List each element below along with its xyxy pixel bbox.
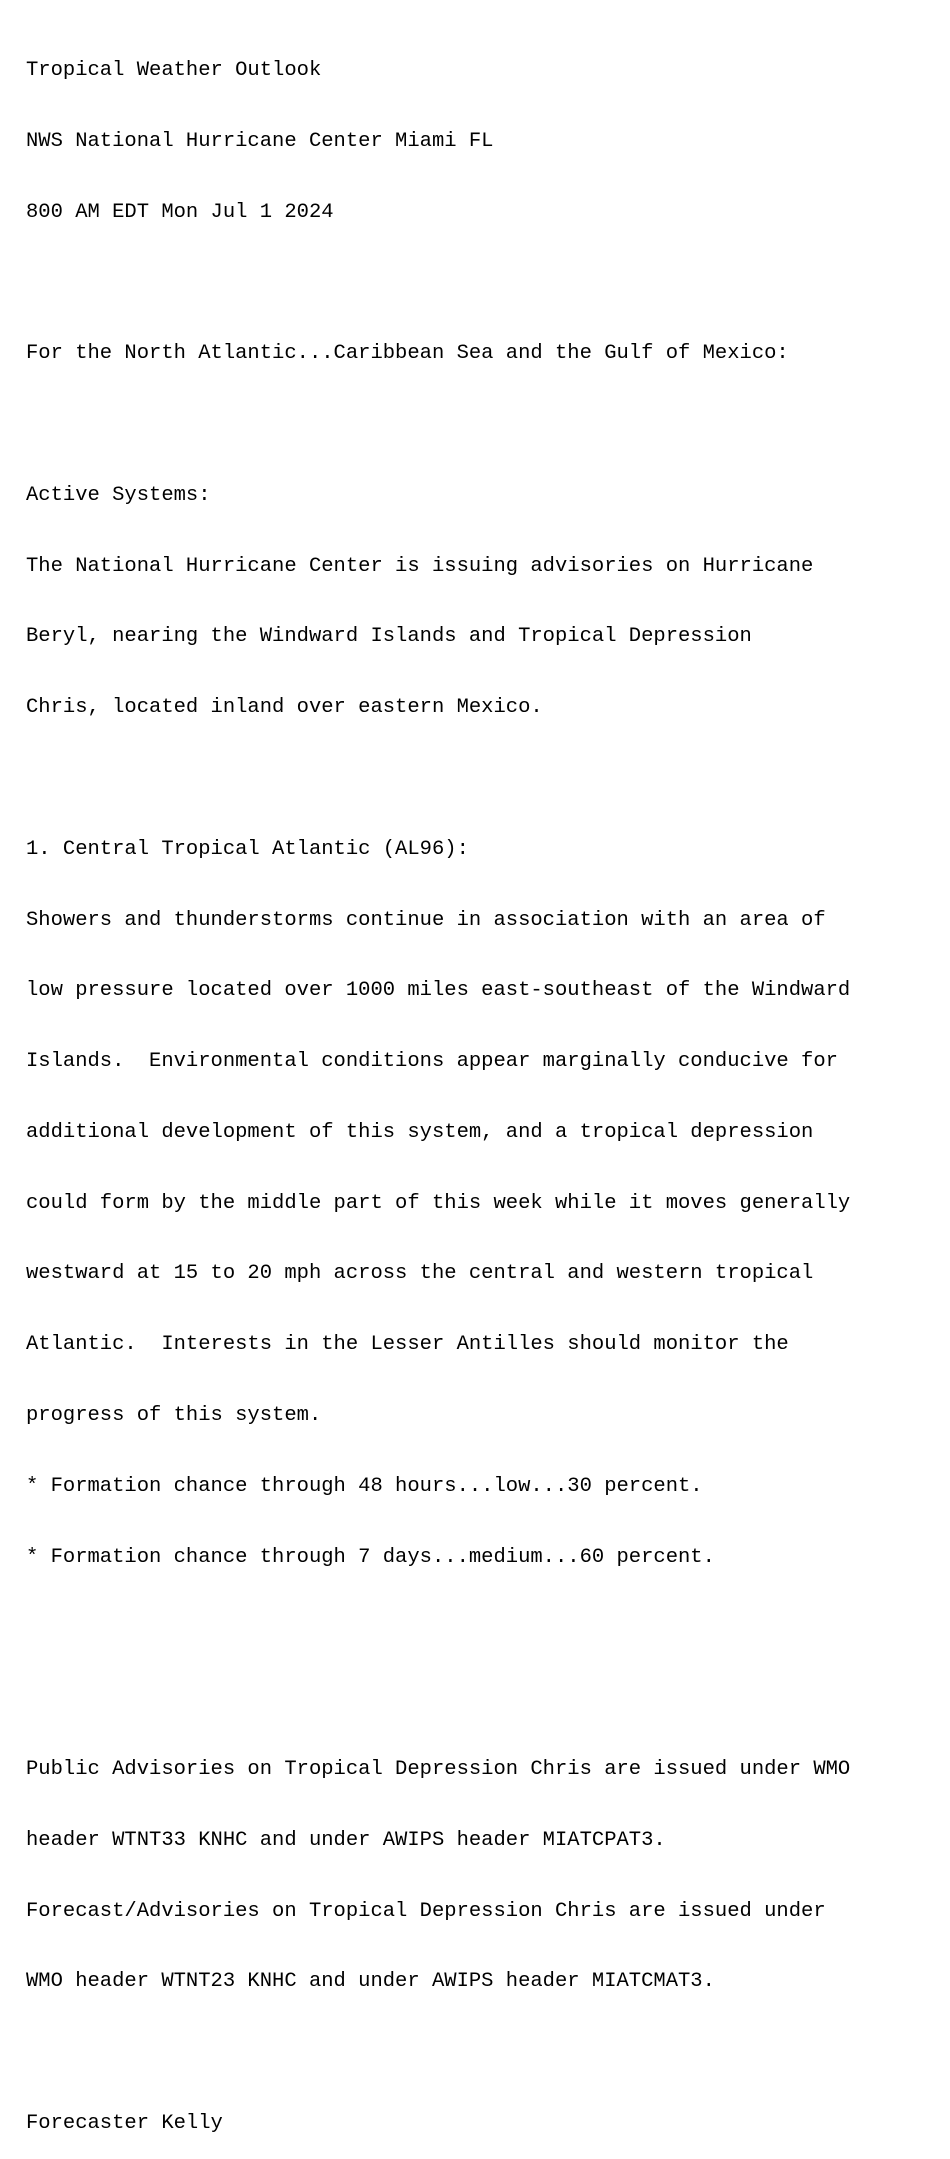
forecast-advisories-note: Forecast/Advisories on Tropical Depression Chris are issued under xyxy=(26,1899,826,1923)
system-heading: 1. Central Tropical Atlantic (AL96): xyxy=(26,837,469,861)
forecaster-signature: Forecaster Kelly xyxy=(26,2111,223,2135)
blank-line xyxy=(26,767,850,791)
product-title: Tropical Weather Outlook xyxy=(26,59,322,83)
forecast-advisories-note: WMO header WTNT23 KNHC and under AWIPS header MIATCMAT3. xyxy=(26,1970,715,1994)
area-statement: For the North Atlantic...Caribbean Sea and the Gulf of Mexico: xyxy=(26,342,789,366)
system-discussion: Atlantic. Interests in the Lesser Antilles should monitor the xyxy=(26,1333,789,1357)
blank-line xyxy=(26,1616,850,1640)
blank-line xyxy=(26,272,850,296)
active-systems-text: Beryl, nearing the Windward Islands and Tropical Depression xyxy=(26,625,752,649)
system-discussion: additional development of this system, and a tropical depression xyxy=(26,1120,814,1144)
issuing-office: NWS National Hurricane Center Miami FL xyxy=(26,129,494,153)
active-systems-heading: Active Systems: xyxy=(26,483,211,507)
blank-line xyxy=(26,1687,850,1711)
system-discussion: Islands. Environmental conditions appear marginally conducive for xyxy=(26,1050,838,1074)
public-advisories-note: Public Advisories on Tropical Depression Chris are issued under WMO xyxy=(26,1757,851,1781)
system-discussion: could form by the middle part of this week while it moves generally xyxy=(26,1191,851,1215)
outlook-text xyxy=(26,12,850,2159)
formation-chance-7d: * Formation chance through 7 days...medium...60 percent. xyxy=(26,1545,715,1569)
active-systems-text: The National Hurricane Center is issuing advisories on Hurricane xyxy=(26,554,814,578)
blank-line xyxy=(26,2041,850,2065)
active-systems-text: Chris, located inland over eastern Mexico. xyxy=(26,696,543,720)
formation-chance-48h: * Formation chance through 48 hours...low...30 percent. xyxy=(26,1474,703,1498)
system-discussion: progress of this system. xyxy=(26,1404,322,1428)
blank-line xyxy=(26,413,850,437)
issue-time: 800 AM EDT Mon Jul 1 2024 xyxy=(26,200,334,224)
system-discussion: westward at 15 to 20 mph across the central and western tropical xyxy=(26,1262,814,1286)
public-advisories-note: header WTNT33 KNHC and under AWIPS header MIATCPAT3. xyxy=(26,1828,666,1852)
system-discussion: Showers and thunderstorms continue in association with an area of xyxy=(26,908,826,932)
system-discussion: low pressure located over 1000 miles east-southeast of the Windward xyxy=(26,979,851,1003)
